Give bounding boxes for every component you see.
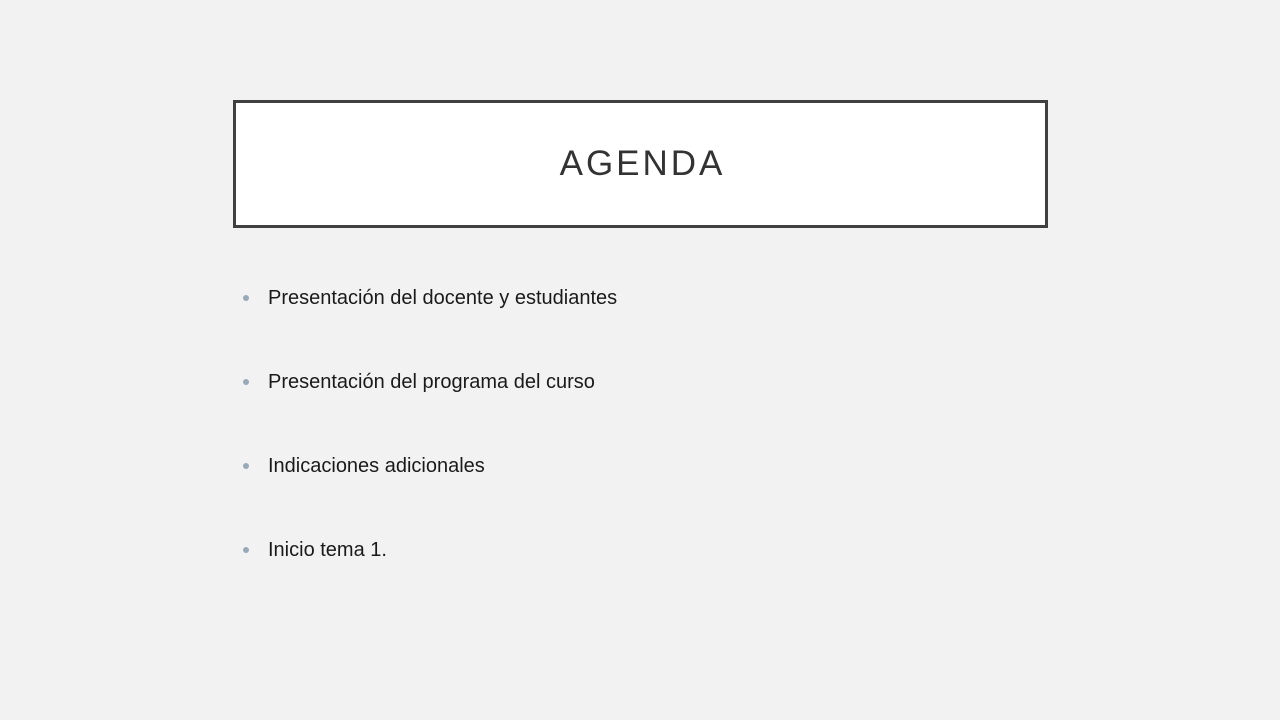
bullet-icon: [243, 379, 249, 385]
list-item-label: Presentación del docente y estudiantes: [268, 286, 618, 309]
list-item: [243, 451, 485, 481]
title-box: [233, 100, 1048, 228]
bullet-icon: [243, 295, 249, 301]
list-item: [243, 283, 617, 313]
bullet-icon: [243, 547, 249, 553]
slide-title: AGENDA: [559, 144, 726, 183]
list-item-label: Presentación del programa del curso: [268, 370, 595, 393]
list-item: [243, 367, 595, 397]
list-item-label: Inicio tema 1.: [268, 538, 387, 561]
bullet-icon: [243, 463, 249, 469]
list-item: [243, 535, 387, 565]
list-item-label: Indicaciones adicionales: [268, 454, 485, 477]
